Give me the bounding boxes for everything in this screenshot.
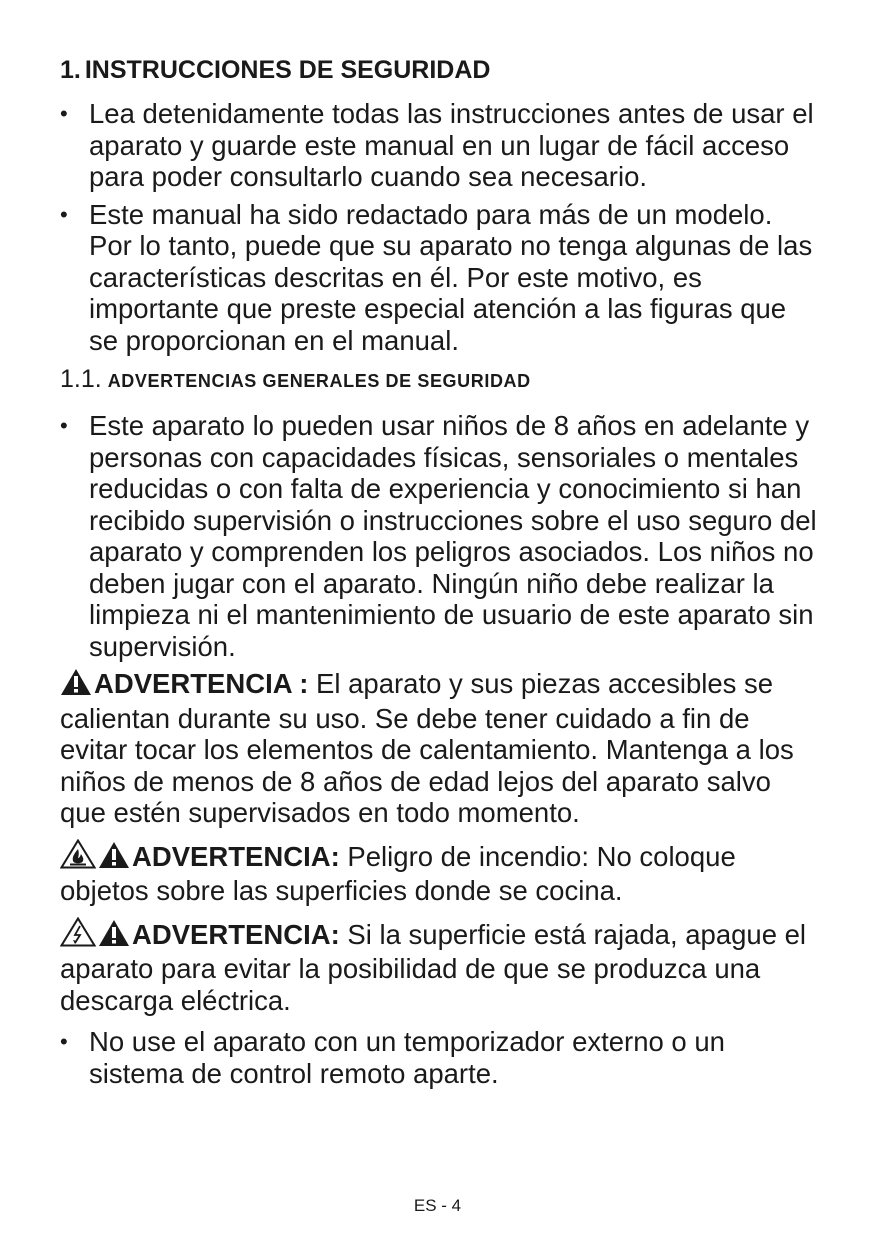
warning-label: ADVERTENCIA:: [132, 840, 340, 872]
warning-block: [60, 668, 820, 829]
warning-label: ADVERTENCIA :: [94, 668, 309, 699]
page-number: ES - 4: [413, 1196, 462, 1215]
list-item: • No use el aparato con un temporizador externo o un sistema de control remoto aparte.: [60, 1026, 820, 1089]
section-number: 1.: [60, 56, 81, 84]
section-heading: [60, 52, 820, 88]
manual-page: [60, 52, 820, 1095]
warning-icon: [60, 668, 92, 703]
electric-hazard-icon: [60, 917, 96, 954]
warning-icon: [98, 919, 130, 954]
warning-icon: [98, 841, 130, 876]
warning-block: [60, 917, 820, 1017]
warning-text: Si la superficie está rajada, apague el aparato para evitar la posibilidad de que se produzca una descarga eléctrica.: [60, 918, 807, 1016]
warning-text: El aparato y sus piezas accesibles se calientan durante su uso. Se debe tener cuidado a fin de evitar tocar los elementos de calentamiento. Mantenga a los niños de menos de 8 años de edad lejos del aparato salvo que estén supervisados en todo momento.: [60, 668, 794, 828]
list-item: • Este aparato lo pueden usar niños de 8 años en adelante y personas con capacidades físicas, sensoriales o mentales reducidas o con falta de experiencia y conocimiento si han recibido supervisión o instrucciones sobre el uso seguro del aparato y comprenden los peligros asociados. Los niños no deben jugar con el aparato. Ningún niño debe realizar la limpieza ni el mantenimiento de usuario de este aparato sin supervisión.: [60, 410, 820, 662]
warning-label: ADVERTENCIA:: [132, 918, 340, 950]
warning-block: [60, 839, 820, 907]
section-title: INSTRUCCIONES DE SEGURIDAD: [84, 56, 491, 84]
fire-hazard-icon: [60, 839, 96, 876]
subsection-title: ADVERTENCIAS GENERALES DE SEGURIDAD: [107, 371, 531, 391]
list-item: • Lea detenidamente todas las instrucciones antes de usar el aparato y guarde este manual en un lugar de fácil acceso para poder consultarlo cuando sea necesario.: [60, 98, 820, 193]
list-item: • Este manual ha sido redactado para más de un modelo. Por lo tanto, puede que su aparato no tenga algunas de las características descritas en él. Por este motivo, es importante que preste especial atención a las figuras que se proporcionan en el manual.: [60, 199, 820, 357]
subsection-heading: [60, 362, 820, 398]
subsection-number: 1.1.: [60, 365, 102, 393]
warning-text: Peligro de incendio: No coloque objetos sobre las superficies donde se cocina.: [60, 840, 736, 906]
